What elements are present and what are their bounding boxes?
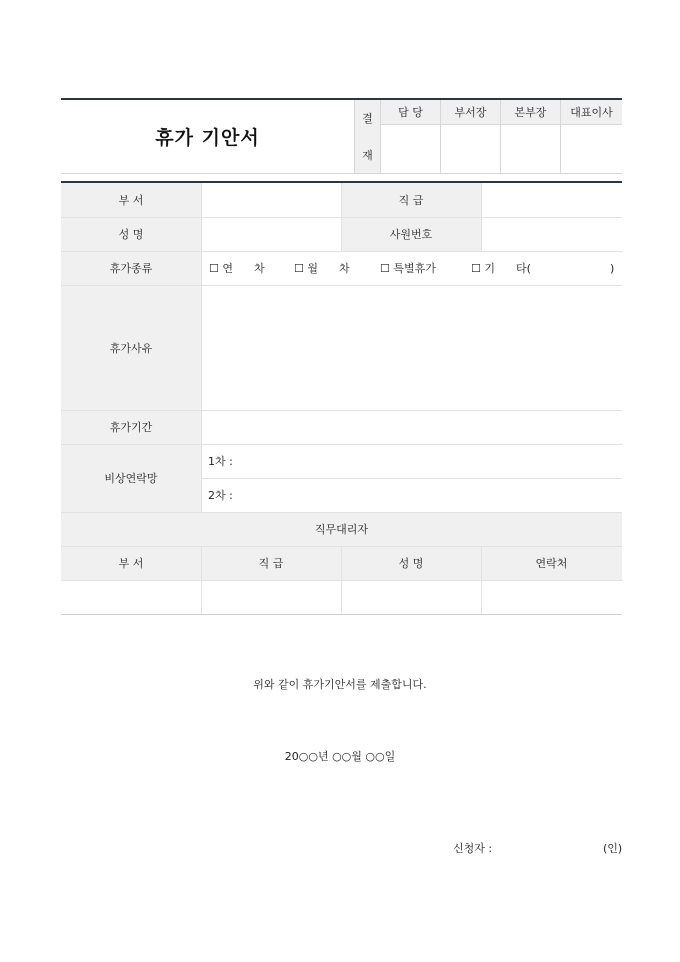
- approval-col-ceo: 대표이사: [560, 100, 622, 124]
- col-divider: [201, 546, 202, 614]
- document-header: [61, 98, 622, 174]
- row-divider: [61, 285, 622, 286]
- emergency-contact-second[interactable]: [201, 478, 622, 512]
- leave-reason-label: 휴가사유: [61, 285, 201, 410]
- approval-sign-division-head[interactable]: [500, 124, 560, 173]
- leave-reason-field[interactable]: [201, 285, 622, 410]
- position-label: 직 급: [341, 183, 481, 217]
- deputy-position-field[interactable]: [201, 580, 341, 614]
- name-field[interactable]: [201, 217, 341, 251]
- col-divider: [201, 183, 202, 251]
- table-bottom-border: [61, 614, 622, 615]
- emergency-contact-first-label: 1차 :: [208, 455, 233, 468]
- applicant-label: 신청자 :: [453, 842, 493, 855]
- approval-sign-dept-head[interactable]: [440, 124, 500, 173]
- employee-number-label: 사원번호: [341, 217, 481, 251]
- leave-type-annual-checkbox[interactable]: ☐ 연 차: [209, 262, 265, 275]
- employee-number-field[interactable]: [481, 217, 622, 251]
- emergency-contact-second-label: 2차 :: [208, 489, 233, 502]
- deputy-name-header: 성 명: [341, 546, 481, 580]
- col-divider: [481, 183, 482, 251]
- col-divider: [341, 546, 342, 614]
- deputy-dept-field[interactable]: [61, 580, 201, 614]
- seal-mark: (인): [603, 842, 623, 855]
- leave-type-label: 휴가종류: [61, 251, 201, 285]
- leave-form-table: [61, 181, 622, 615]
- deputy-contact-header: 연락처: [481, 546, 622, 580]
- emergency-contact-first[interactable]: [201, 444, 622, 478]
- approval-col-manager: 담 당: [380, 100, 440, 124]
- deputy-contact-field[interactable]: [481, 580, 622, 614]
- approval-label-bottom: 재: [354, 136, 380, 173]
- approval-sign-manager[interactable]: [380, 124, 440, 173]
- submission-date: 20○○년 ○○월 ○○일: [284, 750, 396, 763]
- page-title: 휴가 기안서: [155, 127, 260, 149]
- row-divider: [201, 478, 622, 479]
- leave-type-special-checkbox[interactable]: ☐ 특별휴가: [380, 262, 436, 275]
- deputy-name-field[interactable]: [341, 580, 481, 614]
- submission-statement: 위와 같이 휴가기안서를 제출합니다.: [253, 678, 427, 691]
- approval-col-dept-head: 부서장: [440, 100, 500, 124]
- row-divider: [61, 444, 622, 445]
- row-divider: [61, 251, 622, 252]
- col-divider: [341, 183, 342, 251]
- position-field[interactable]: [481, 183, 622, 217]
- leave-type-monthly-checkbox[interactable]: ☐ 월 차: [294, 262, 350, 275]
- leave-type-other-checkbox[interactable]: ☐ 기 타(: [471, 262, 531, 275]
- dept-field[interactable]: [201, 183, 341, 217]
- approval-label-top: 결: [354, 100, 380, 136]
- col-divider: [201, 251, 202, 512]
- dept-label: 부 서: [61, 183, 201, 217]
- deputy-dept-header: 부 서: [61, 546, 201, 580]
- approval-col-division-head: 본부장: [500, 100, 560, 124]
- applicant-name-field[interactable]: [500, 836, 595, 856]
- approval-sign-ceo[interactable]: [560, 124, 622, 173]
- deputy-position-header: 직 급: [201, 546, 341, 580]
- col-divider: [481, 546, 482, 614]
- leave-type-options: [201, 251, 622, 285]
- deputy-section-title: 직무대리자: [61, 512, 622, 546]
- name-label: 성 명: [61, 217, 201, 251]
- leave-period-field[interactable]: [201, 410, 622, 444]
- row-divider: [61, 410, 622, 411]
- emergency-contact-label: 비상연락망: [61, 444, 201, 512]
- leave-type-other-close-paren: ): [610, 261, 615, 275]
- row-divider: [61, 512, 622, 513]
- leave-period-label: 휴가기간: [61, 410, 201, 444]
